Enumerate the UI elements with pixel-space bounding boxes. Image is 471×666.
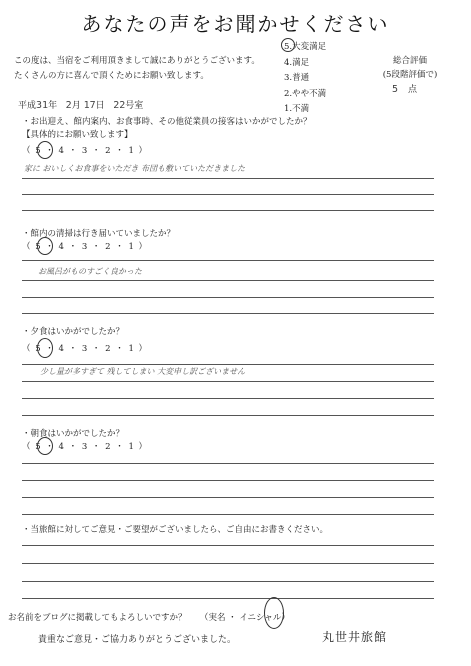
ruled-line (22, 563, 434, 564)
scale-2: 2.やや不満 (284, 88, 327, 99)
blog-option-initials[interactable]: イニシャル (239, 613, 282, 623)
overall-score-value: 5 (392, 84, 399, 95)
ruled-line (22, 598, 434, 599)
room-number: 22 (113, 100, 126, 111)
stay-date-line (18, 98, 143, 111)
scale-5: 5.大変満足 (284, 42, 327, 52)
question-4-text: ・朝食はいかがでしたか？ (22, 429, 125, 439)
question-3-comment: 少し量が多すぎて 残してしまい 大変申し訳ございません (40, 367, 246, 376)
overall-score-unit: 点 (408, 85, 418, 95)
blog-option-real-name[interactable]: 実名 (208, 613, 226, 623)
ruled-line (22, 260, 434, 261)
question-2-rating: （ 5 ・ 4 ・ 3 ・ 2 ・ 1 ） (22, 242, 149, 252)
date-day-unit: 日 (95, 101, 105, 111)
question-2-circle-mark (37, 237, 53, 255)
question-1-label: お出迎え、館内案内、お食事時、その他従業員の接客はいかがでしたか？ (30, 117, 312, 127)
ruled-line (22, 480, 434, 481)
question-1-rating: （ 5 ・ 4 ・ 3 ・ 2 ・ 1 ） (22, 146, 149, 156)
scale-4: 4.満足 (284, 57, 310, 68)
intro-line-1: この度は、当宿をご利用頂きまして誠にありがとうございます。 (14, 56, 260, 66)
date-month: 2 (65, 100, 72, 111)
date-day: 17 (83, 100, 96, 111)
inn-name: 丸世井旅館 (322, 630, 388, 644)
thanks-text: 貴重なご意見・ご協力ありがとうございました。 (38, 635, 237, 645)
ruled-line (22, 194, 434, 195)
question-3-rating: （ 5 ・ 4 ・ 3 ・ 2 ・ 1 ） (22, 344, 149, 354)
question-1-comment: 家に おいしくお食事をいただき 布団も敷いていただきました (24, 164, 246, 173)
scale-1: 1.不満 (284, 104, 310, 114)
question-1-text: ・お出迎え、館内案内、お食事時、その他従業員の接客はいかがでしたか？ (22, 117, 312, 127)
question-1-note: 【具体的にお願い致します】 (22, 130, 133, 140)
intro-line-2: たくさんの方に喜んで頂くためにお願い致します。 (14, 71, 209, 81)
date-era: 平成 (18, 101, 37, 111)
date-month-unit: 月 (71, 101, 81, 111)
date-year: 31 (36, 100, 49, 111)
ruled-line (22, 364, 434, 365)
blog-close-bracket: ） (281, 613, 290, 623)
ruled-line (22, 313, 434, 314)
ruled-line (22, 178, 434, 179)
date-year-unit: 年 (48, 101, 58, 111)
ruled-line (22, 545, 434, 546)
ruled-line (22, 210, 434, 211)
question-2-text: ・館内の清掃は行き届いていましたか？ (22, 229, 176, 239)
room-unit: 号室 (125, 101, 144, 111)
question-2-comment: お風呂がものすごく良かった (38, 267, 142, 276)
blog-open-bracket: （ (199, 613, 209, 623)
ruled-line (22, 280, 434, 281)
blog-question-label: お名前をブログに掲載してもよろしいですか？ (8, 613, 187, 623)
question-3-text: ・夕食はいかがでしたか？ (22, 327, 125, 337)
overall-rating-box (370, 54, 450, 82)
question-2-label: 館内の清掃は行き届いていましたか？ (30, 229, 176, 239)
ruled-line (22, 497, 434, 498)
blog-initials-circle-mark (264, 597, 284, 629)
ruled-line (22, 514, 434, 515)
question-4-label: 朝食はいかがでしたか？ (30, 429, 125, 439)
question-5-label: 当旅館に対してご意見・ご要望がございましたら、ご自由にお書きください。 (30, 525, 329, 535)
intro-text (14, 54, 294, 84)
ruled-line (22, 398, 434, 399)
ruled-line (22, 297, 434, 298)
ruled-line (22, 581, 434, 582)
question-5-text: ・当旅館に対してご意見・ご要望がございましたら、ご自由にお書きください。 (22, 525, 329, 535)
question-3-label: 夕食はいかがでしたか？ (30, 327, 125, 337)
question-3-circle-mark (37, 338, 53, 358)
question-4-circle-mark (37, 437, 53, 455)
blog-permission-question (8, 611, 290, 623)
page-title: あなたの声をお聞かせください (81, 12, 390, 36)
overall-sub: (5段階評価で) (382, 70, 438, 80)
rating-scale-legend (284, 40, 326, 118)
ruled-line (22, 381, 434, 382)
overall-score (392, 82, 417, 95)
overall-label: 総合評価 (392, 56, 427, 66)
question-1-circle-mark (37, 141, 53, 159)
scale-3: 3.普通 (284, 73, 310, 83)
ruled-line (22, 463, 434, 464)
question-4-rating: （ 5 ・ 4 ・ 3 ・ 2 ・ 1 ） (22, 442, 149, 452)
scale-5-circle-mark (281, 38, 295, 52)
ruled-line (22, 415, 434, 416)
blog-option-separator: ・ (228, 613, 237, 623)
